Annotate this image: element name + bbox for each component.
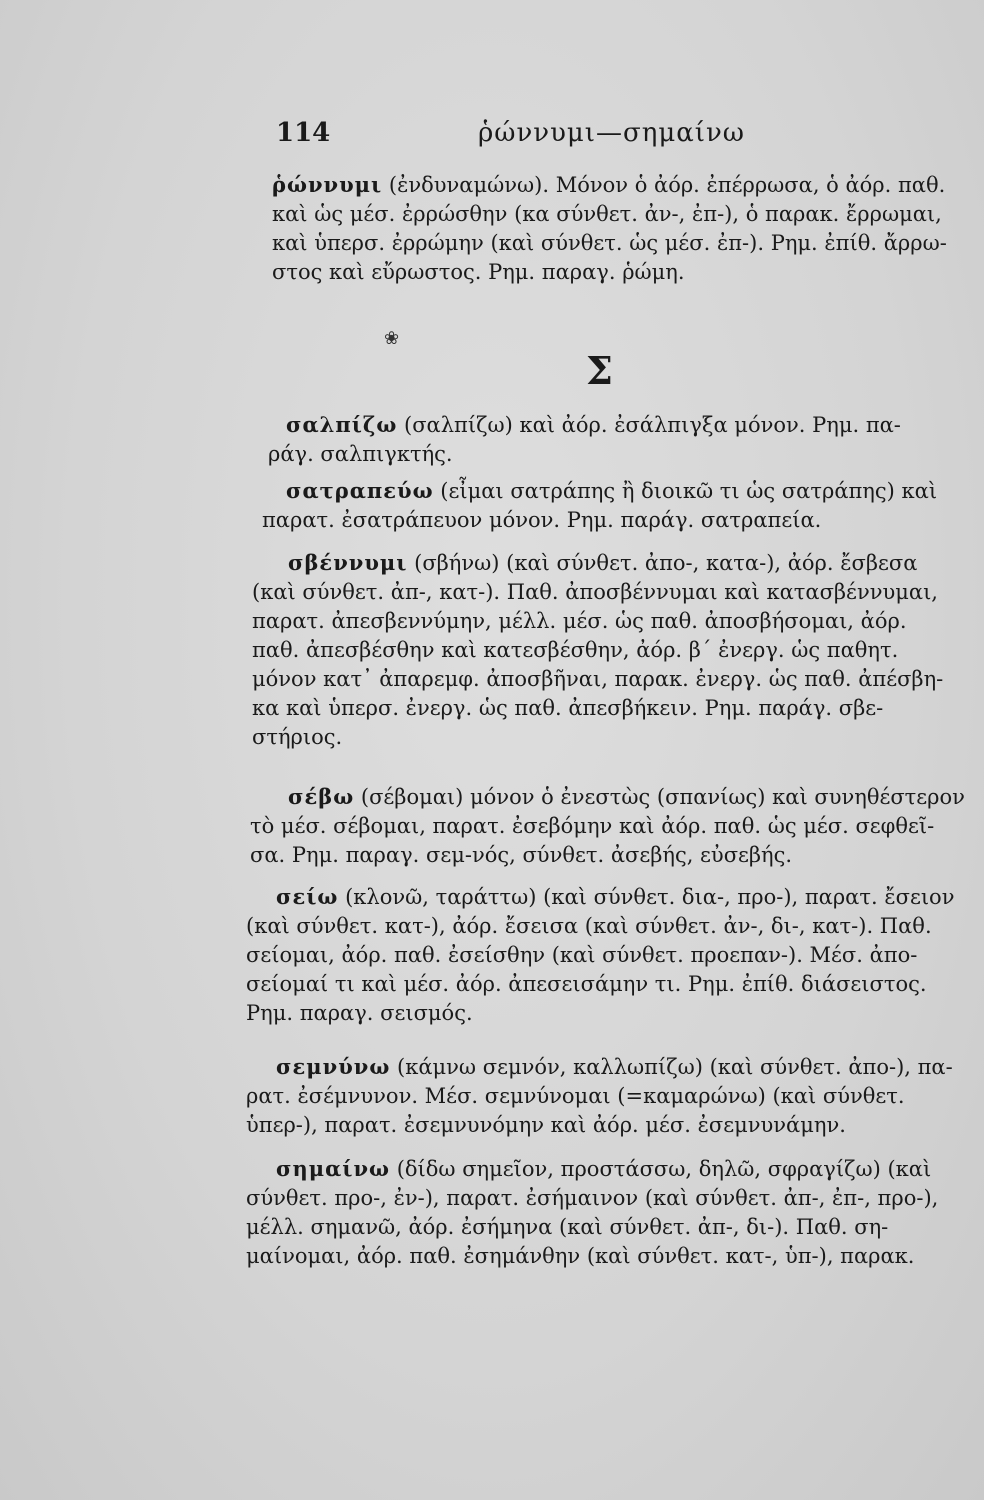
section-letter: Σ: [586, 348, 613, 393]
entry-sebo: [250, 782, 965, 870]
entry-seio: [246, 882, 955, 1028]
lemma: σαλπίζω: [286, 412, 398, 437]
entry-text: (εἶμαι σατράπης ἢ διοικῶ τι ὡς σατράπης) καὶ: [440, 479, 938, 503]
lemma: σέβω: [288, 784, 355, 809]
entry-text: (σαλπίζω) καὶ ἀόρ. ἐσάλπιγξα μόνον. Ρημ. πα-: [404, 413, 901, 437]
entry-text: τὸ μέσ. σέβομαι, παρατ. ἐσεβόμην καὶ ἀόρ. παθ. ὡς μέσ. σεφθεῖ-: [250, 814, 935, 838]
entry-text: (σβήνω) (καὶ σύνθετ. ἀπο-, κατα-), ἀόρ. ἔσβεσα: [414, 551, 918, 575]
entry-text: Ρημ. παραγ. σεισμός.: [246, 1001, 473, 1025]
entry-semaino: [246, 1154, 942, 1271]
entry-text: παρατ. ἐσατράπευον μόνον. Ρημ. παράγ. σατραπεία.: [262, 508, 822, 532]
entry-text: ράγ. σαλπιγκτής.: [268, 442, 453, 466]
entry-text: (ἐνδυναμώνω). Μόνον ὁ ἀόρ. ἐπέρρωσα, ὁ ἀόρ. παθ.: [388, 173, 946, 197]
ornament-mark: ❀: [384, 328, 400, 349]
entry-text: κα καὶ ὑπερσ. ἐνεργ. ὡς παθ. ἀπεσβήκειν. Ρημ. παράγ. σβε-: [252, 696, 884, 720]
entry-text: (κάμνω σεμνόν, καλλωπίζω) (καὶ σύνθετ. ἀπο-), πα-: [397, 1055, 953, 1079]
entry-satrapeuo: [262, 476, 942, 535]
entry-text: σείομαί τι καὶ μέσ. ἀόρ. ἀπεσεισάμην τι. Ρημ. ἐπίθ. διάσειστος.: [246, 972, 927, 996]
entry-text: μόνον κατ᾽ ἀπαρεμφ. ἀποσβῆναι, παρακ. ἐνεργ. ὡς παθ. ἀπέσβη-: [252, 667, 944, 691]
entry-text: μαίνομαι, ἀόρ. παθ. ἐσημάνθην (καὶ σύνθετ. κατ-, ὑπ-), παρακ.: [246, 1244, 915, 1268]
entry-text: (σέβομαι) μόνον ὁ ἐνεστὼς (σπανίως) καὶ συνηθέστερον: [360, 785, 965, 809]
lemma: σημαίνω: [276, 1156, 391, 1181]
entry-text: μέλλ. σημανῶ, ἀόρ. ἐσήμηνα (καὶ σύνθετ. ἀπ-, δι-). Παθ. ση-: [246, 1215, 889, 1239]
entry-text: καὶ ὡς μέσ. ἐρρώσθην (κα σύνθετ. ἀν-, ἐπ-), ὁ παρακ. ἔρρωμαι,: [272, 202, 942, 226]
entry-text: παθ. ἀπεσβέσθην καὶ κατεσβέσθην, ἀόρ. β΄ ἐνεργ. ὡς παθητ.: [252, 638, 899, 662]
entry-text: στήριος.: [252, 725, 343, 749]
entry-sbennymi: [252, 548, 942, 752]
lemma: σεμνύνω: [276, 1054, 391, 1079]
lemma: σβέννυμι: [288, 550, 408, 575]
entry-semnyno: [246, 1052, 953, 1140]
running-head: ῥώννυμι—σημαίνω: [478, 118, 745, 148]
entry-text: (καὶ σύνθετ. ἀπ-, κατ-). Παθ. ἀποσβέννυμαι καὶ κατασβέννυμαι,: [252, 580, 938, 604]
entry-text: ρατ. ἐσέμνυνον. Μέσ. σεμνύνομαι (=καμαρώνω) (καὶ σύνθετ.: [246, 1084, 905, 1108]
lemma: ῥώννυμι: [272, 172, 383, 197]
entry-text: (καὶ σύνθετ. κατ-), ἀόρ. ἔσεισα (καὶ σύνθετ. ἀν-, δι-, κατ-). Παθ.: [246, 914, 932, 938]
entry-text: παρατ. ἀπεσβεννύμην, μέλλ. μέσ. ὡς παθ. ἀποσβήσομαι, ἀόρ.: [252, 609, 907, 633]
entry-text: (κλονῶ, ταράττω) (καὶ σύνθετ. δια-, προ-), παρατ. ἔσειον: [345, 885, 955, 909]
entry-salpizo: [268, 410, 942, 469]
entry-text: ὑπερ-), παρατ. ἐσεμνυνόμην καὶ ἀόρ. μέσ. ἐσεμνυνάμην.: [246, 1113, 846, 1137]
page-header: [268, 118, 908, 154]
entry-text: καὶ ὑπερσ. ἐρρώμην (καὶ σύνθετ. ὡς μέσ. ἐπ-). Ρημ. ἐπίθ. ἄρρω-: [272, 231, 947, 255]
entry-text: στος καὶ εὔρωστος. Ρημ. παραγ. ῥώμη.: [272, 260, 685, 284]
entry-text: σα. Ρημ. παραγ. σεμ-νός, σύνθετ. ἀσεβής, εὐσεβής.: [250, 843, 793, 867]
lemma: σατραπεύω: [286, 478, 434, 503]
page-number: 114: [276, 118, 331, 148]
entry-text: σύνθετ. προ-, ἐν-), παρατ. ἐσήμαινον (καὶ σύνθετ. ἀπ-, ἐπ-, προ-),: [246, 1186, 939, 1210]
entry-text: (δίδω σημεῖον, προστάσσω, δηλῶ, σφραγίζω) (καὶ: [396, 1157, 932, 1181]
entry-rhonnymi: [272, 170, 947, 287]
lemma: σείω: [276, 884, 339, 909]
entry-text: σείομαι, ἀόρ. παθ. ἐσείσθην (καὶ σύνθετ. προεπαν-). Μέσ. ἀπο-: [246, 943, 918, 967]
